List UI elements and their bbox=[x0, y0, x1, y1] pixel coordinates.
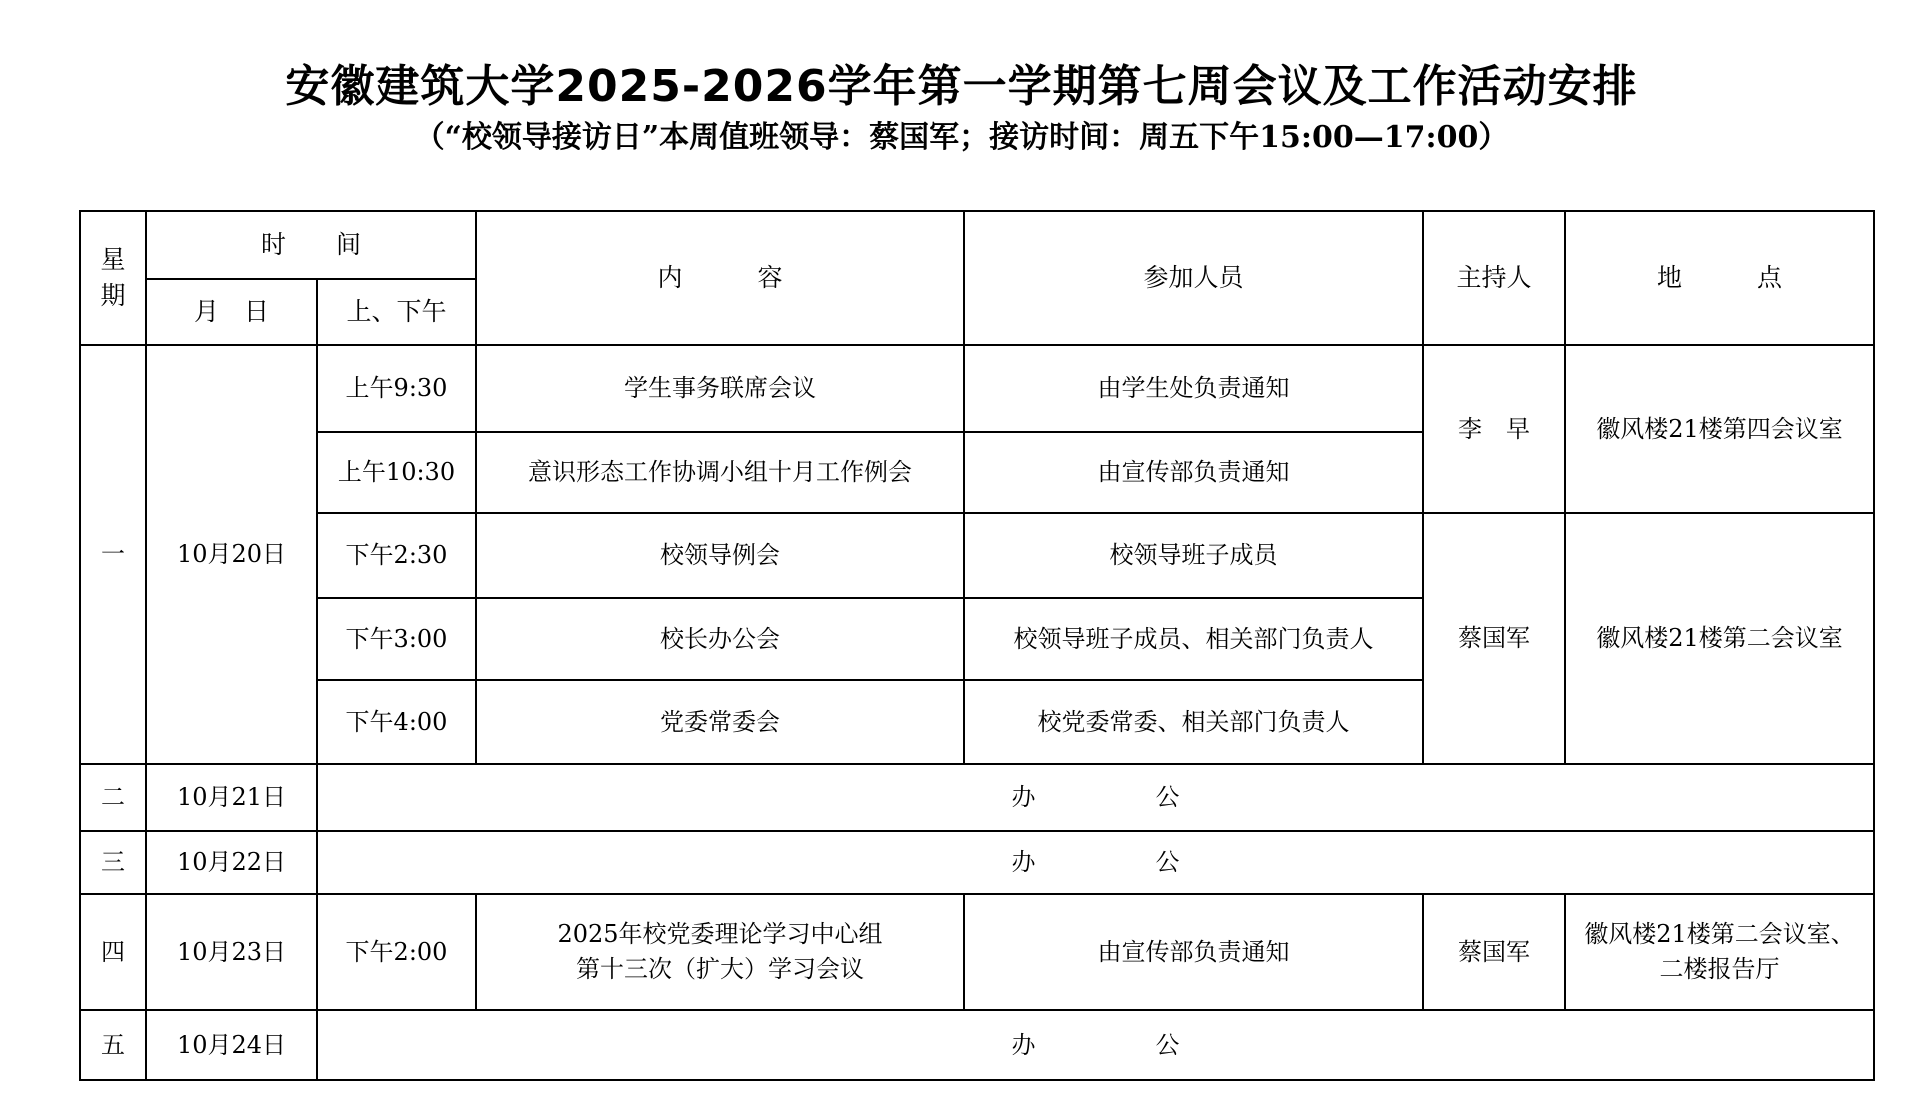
content-cell: 2025年校党委理论学习中心组 第十三次（扩大）学习会议 bbox=[476, 894, 964, 1010]
table-row bbox=[80, 1010, 1874, 1080]
location-cell: 徽风楼21楼第二会议室、 二楼报告厅 bbox=[1565, 894, 1874, 1010]
weekday-cell: 三 bbox=[80, 831, 146, 894]
location-cell: 徽风楼21楼第四会议室 bbox=[1565, 345, 1874, 513]
host-cell: 李 早 bbox=[1423, 345, 1565, 513]
date-cell: 10月24日 bbox=[146, 1010, 317, 1080]
header-row-1 bbox=[80, 211, 1874, 279]
content-cell: 学生事务联席会议 bbox=[476, 345, 964, 432]
time-cell: 上午10:30 bbox=[317, 432, 476, 513]
location-cell: 徽风楼21楼第二会议室 bbox=[1565, 513, 1874, 764]
table-row bbox=[80, 513, 1874, 598]
content-cell: 校领导例会 bbox=[476, 513, 964, 598]
participants-cell: 校领导班子成员 bbox=[964, 513, 1423, 598]
host-cell: 蔡国军 bbox=[1423, 513, 1565, 764]
header-date: 月 日 bbox=[146, 279, 317, 345]
time-cell: 上午9:30 bbox=[317, 345, 476, 432]
header-host: 主持人 bbox=[1423, 211, 1565, 345]
date-cell: 10月22日 bbox=[146, 831, 317, 894]
header-time: 时 间 bbox=[146, 211, 476, 279]
time-cell: 下午3:00 bbox=[317, 598, 476, 680]
page-title: 安徽建筑大学2025-2026学年第一学期第七周会议及工作活动安排 bbox=[285, 61, 1638, 112]
header-period: 上、下午 bbox=[317, 279, 476, 345]
page-subtitle: （“校领导接访日”本周值班领导：蔡国军；接访时间：周五下午15:00—17:00） bbox=[414, 120, 1509, 155]
schedule-table bbox=[79, 210, 1875, 1081]
content-cell: 意识形态工作协调小组十月工作例会 bbox=[476, 432, 964, 513]
participants-cell: 由宣传部负责通知 bbox=[964, 432, 1423, 513]
host-cell: 蔡国军 bbox=[1423, 894, 1565, 1010]
header-content: 内 容 bbox=[476, 211, 964, 345]
weekday-cell: 四 bbox=[80, 894, 146, 1010]
participants-cell: 校党委常委、相关部门负责人 bbox=[964, 680, 1423, 764]
header-location: 地 点 bbox=[1565, 211, 1874, 345]
table-row bbox=[80, 764, 1874, 831]
activity-cell: 办 公 bbox=[317, 764, 1874, 831]
weekday-cell: 一 bbox=[80, 345, 146, 764]
weekday-cell: 五 bbox=[80, 1010, 146, 1080]
time-cell: 下午2:30 bbox=[317, 513, 476, 598]
table-row bbox=[80, 894, 1874, 1010]
table-row bbox=[80, 831, 1874, 894]
header-weekday: 星 期 bbox=[80, 211, 146, 345]
activity-cell: 办 公 bbox=[317, 1010, 1874, 1080]
weekday-cell: 二 bbox=[80, 764, 146, 831]
time-cell: 下午4:00 bbox=[317, 680, 476, 764]
date-cell: 10月23日 bbox=[146, 894, 317, 1010]
header-participants: 参加人员 bbox=[964, 211, 1423, 345]
activity-cell: 办 公 bbox=[317, 831, 1874, 894]
participants-cell: 由学生处负责通知 bbox=[964, 345, 1423, 432]
table-row bbox=[80, 345, 1874, 432]
time-cell: 下午2:00 bbox=[317, 894, 476, 1010]
participants-cell: 由宣传部负责通知 bbox=[964, 894, 1423, 1010]
date-cell: 10月20日 bbox=[146, 345, 317, 764]
participants-cell: 校领导班子成员、相关部门负责人 bbox=[964, 598, 1423, 680]
content-cell: 党委常委会 bbox=[476, 680, 964, 764]
content-cell: 校长办公会 bbox=[476, 598, 964, 680]
date-cell: 10月21日 bbox=[146, 764, 317, 831]
